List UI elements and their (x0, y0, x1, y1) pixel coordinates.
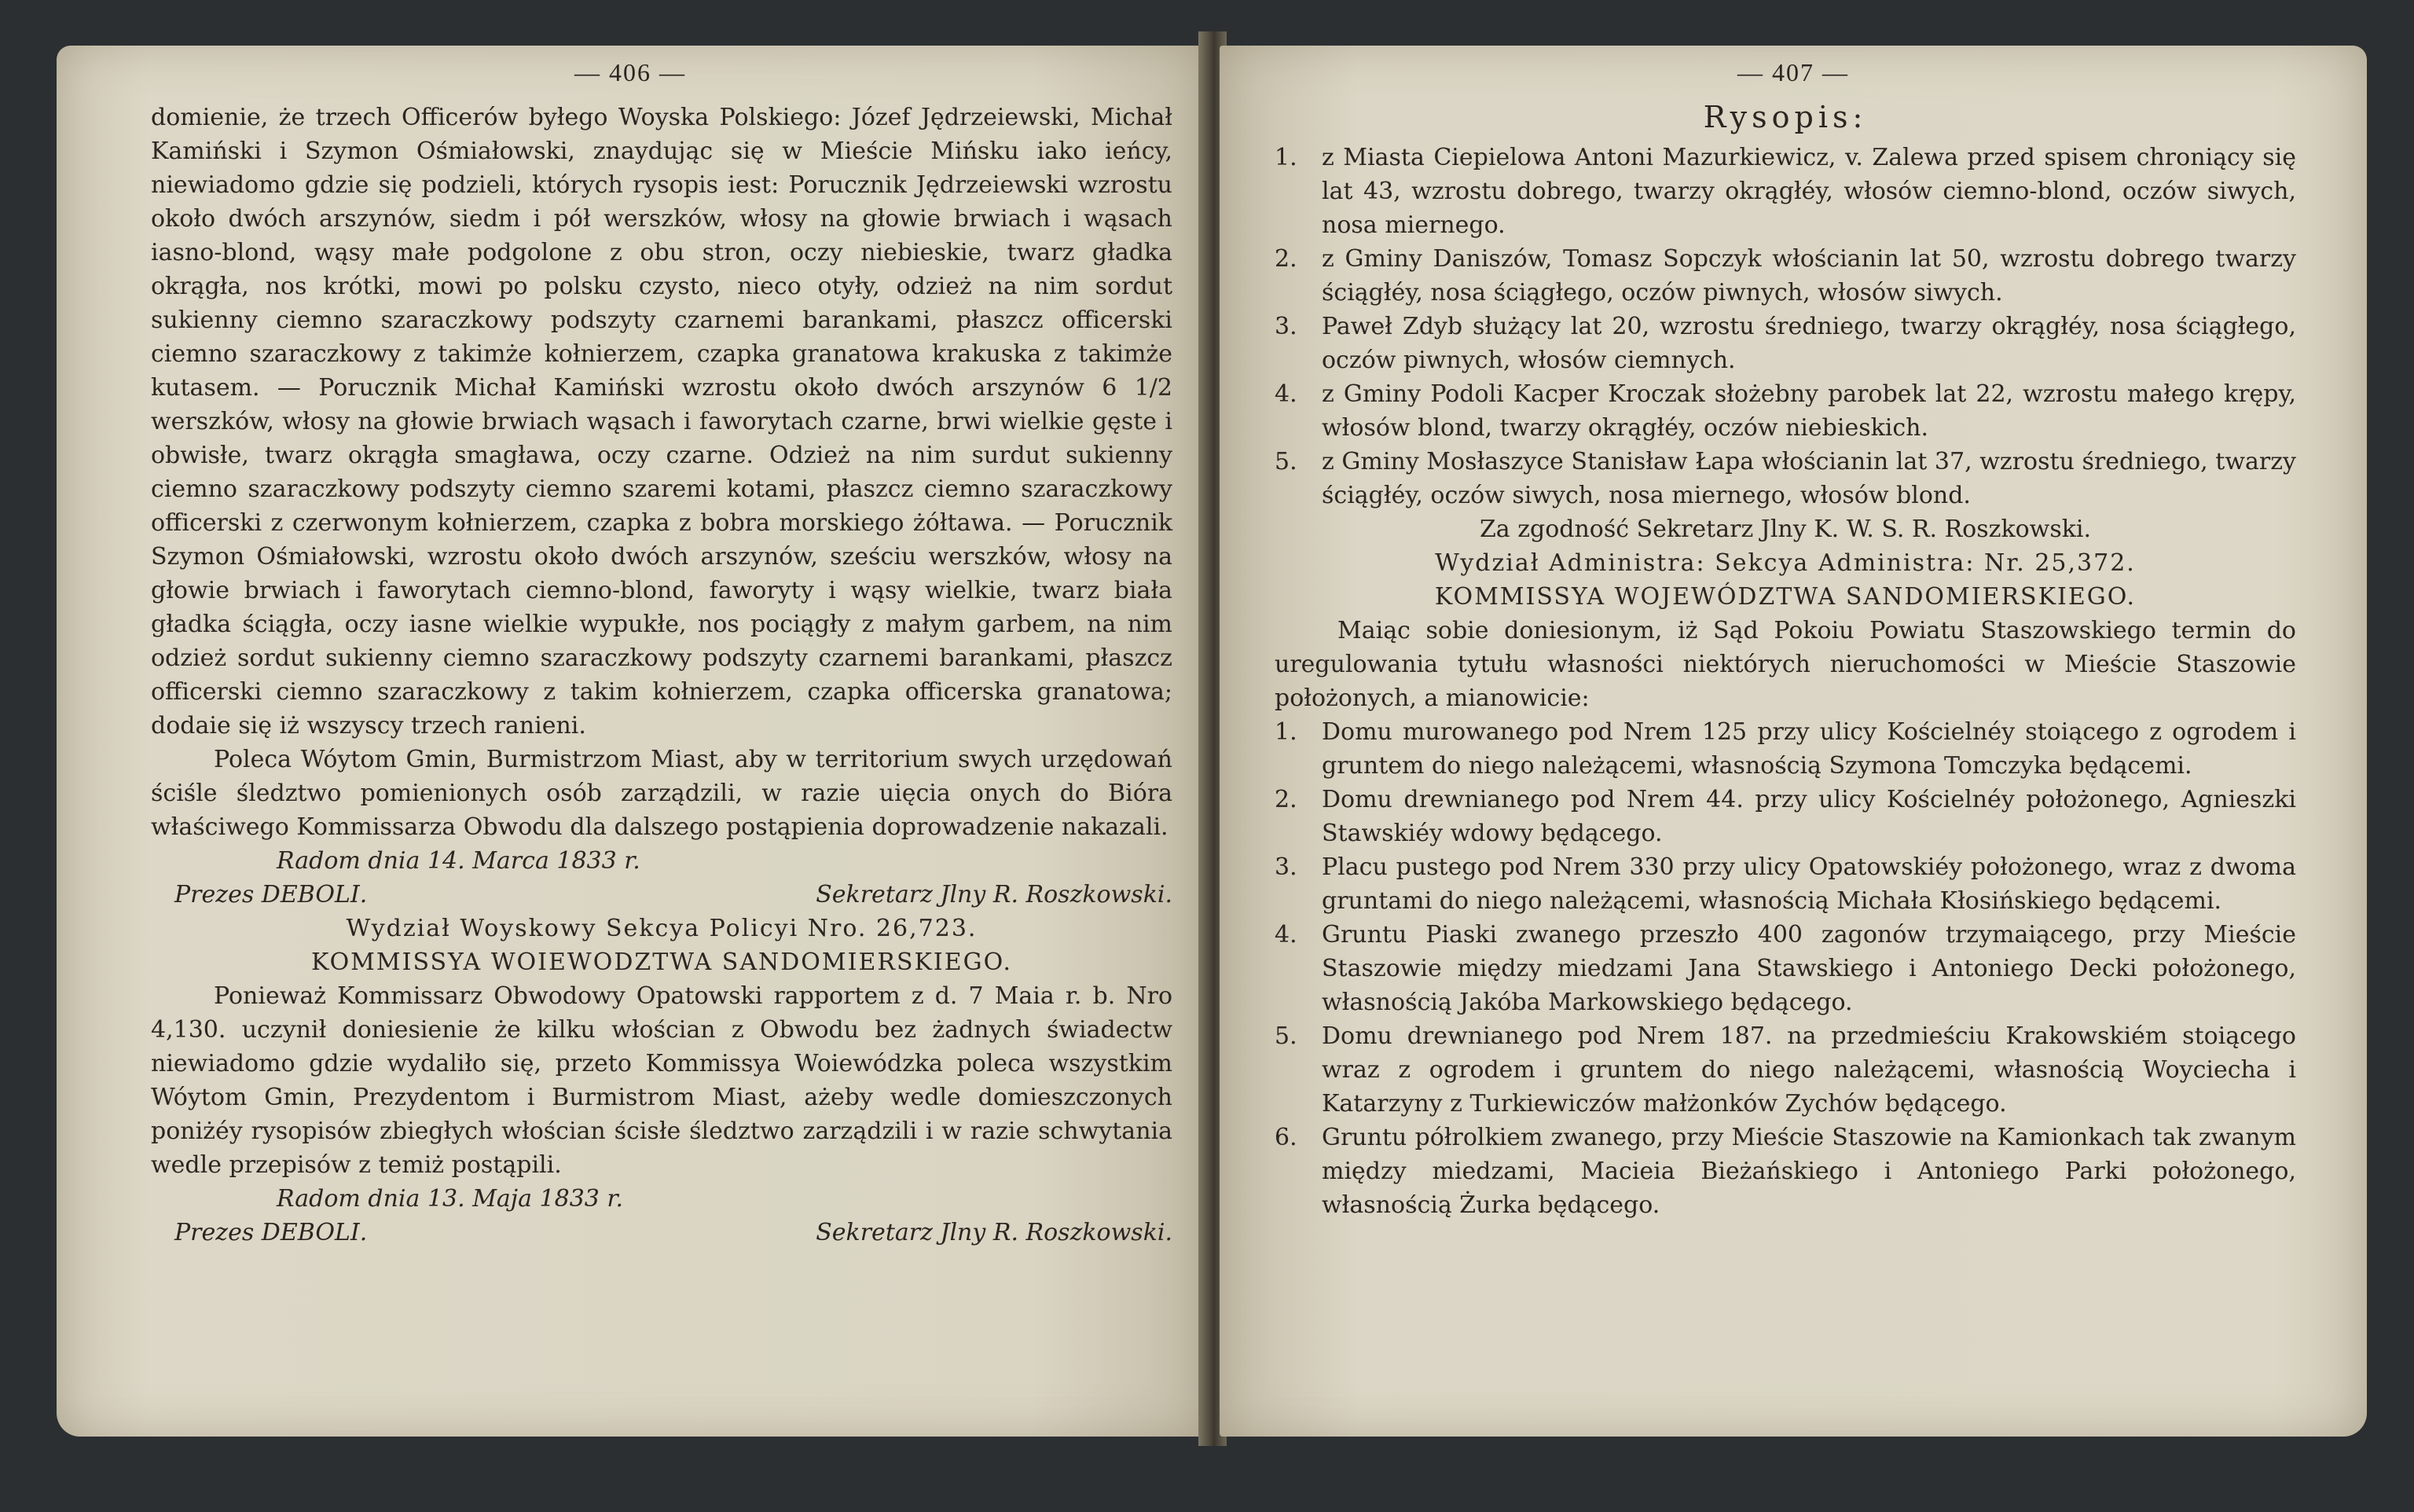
date-line: Radom dnia 14. Marca 1833 r. (277, 847, 640, 875)
item-number: 4. (1275, 921, 1297, 949)
item-text: Gruntu półrolkiem zwanego, przy Mieście Staszowie na Kamionkach tak zwanym między miedzami, Macieia Bieżańskiego i Antoniego Parki położonego, własnością Żurka będącego. (1322, 1124, 2296, 1219)
list-item (1275, 783, 2296, 850)
item-number: 1. (1275, 144, 1297, 171)
intro-paragraph: Maiąc sobie doniesionym, iż Sąd Pokoiu Powiatu Staszowskiego termin do uregulowania tytułu własności niektórych nieruchomości w Mieście Staszowie położonych, a mianowicie: (1275, 617, 2296, 712)
list-item (1275, 141, 2296, 242)
item-number: 2. (1275, 245, 1297, 273)
properties-list (1275, 715, 2296, 1222)
item-text: Paweł Zdyb służący lat 20, wzrostu średniego, twarzy okrągłéy, nosa ściągłego, oczów piwnych, włosów ciemnych. (1322, 313, 2296, 374)
item-number: 3. (1275, 853, 1297, 881)
secretary-signature: Sekretarz Jlny R. Roszkowski. (816, 881, 1172, 908)
rysopis-title: Rysopis: (1703, 100, 1868, 134)
item-text: z Miasta Ciepielowa Antoni Mazurkiewicz, v. Zalewa przed spisem chroniący się lat 43, wzrostu dobrego, twarzy okrągłéy, włosów ciemno-blond, oczów siwych, nosa miernego. (1322, 144, 2296, 239)
right-page (1220, 46, 2367, 1437)
list-item (1275, 377, 2296, 445)
list-item (1275, 1121, 2296, 1222)
list-item (1275, 242, 2296, 310)
department-header: Wydział Woyskowy Sekcya Policyi Nro. 26,723. (346, 915, 978, 942)
list-item (1275, 715, 2296, 783)
right-text-column (1275, 101, 2296, 1222)
list-item (1275, 850, 2296, 918)
president-signature: Prezes DEBOLI. (174, 881, 368, 908)
item-number: 6. (1275, 1124, 1297, 1151)
item-text: z Gminy Mosłaszyce Stanisław Łapa włościanin lat 37, wzrostu średniego, twarzy ściągłéy, oczów siwych, nosa miernego, włosów blond. (1322, 448, 2296, 509)
page-number-right: — 407 — (1737, 58, 1849, 86)
department-header: Wydział Administra: Sekcya Administra: Nr. 25,372. (1435, 549, 2136, 577)
item-text: Gruntu Piaski zwanego przeszło 400 zagonów trzymaiącego, przy Mieście Staszowie między miedzami Jana Stawskiego i Antoniego Decki położonego, własnością Jakóba Markowskiego będącego. (1322, 921, 2296, 1016)
list-item (1275, 918, 2296, 1019)
item-number: 1. (1275, 718, 1297, 746)
conformity-line: Za zgodność Sekretarz Jlny K. W. S. R. Roszkowski. (1479, 516, 2092, 543)
commission-header: KOMMISSYA WOIEWODZTWA SANDOMIERSKIEGO. (310, 949, 1013, 976)
list-item (1275, 310, 2296, 377)
page-number-left: — 406 — (574, 58, 686, 86)
signature-line (151, 1216, 1172, 1250)
list-item (1275, 1019, 2296, 1121)
commission-header: KOMMISSYA WOJEWÓDZTWA SANDOMIERSKIEGO. (1434, 583, 2137, 611)
signature-line (151, 878, 1172, 912)
item-number: 5. (1275, 448, 1297, 475)
item-text: Placu pustego pod Nrem 330 przy ulicy Opatowskiéy położonego, wraz z dwoma gruntami do niego należącemi, własnością Michała Kłosińskiego będącemi. (1322, 853, 2296, 915)
item-number: 4. (1275, 380, 1297, 408)
announcement-paragraph: Ponieważ Kommissarz Obwodowy Opatowski rapportem z d. 7 Maia r. b. Nro 4,130. uczynił doniesienie że kilku włościan z Obwodu bez żadnych świadectw niewiadomo gdzie wydaliło się, przeto Kommissya Woiewódzka poleca wszystkim Wóytom Gmin, Prezydentom i Burmistrom Miast, ażeby wedle domieszczonych poniżéy rysopisów zbiegłych włościan ścisłe śledztwo zarządzili i w razie schwytania wedle przepisów z temiż postąpili. (151, 982, 1172, 1179)
item-text: z Gminy Podoli Kacper Kroczak słożebny parobek lat 22, wzrostu małego krępy, włosów blond, twarzy okrągłéy, oczów niebieskich. (1322, 380, 2296, 442)
secretary-signature: Sekretarz Jlny R. Roszkowski. (816, 1219, 1172, 1246)
item-text: z Gminy Daniszów, Tomasz Sopczyk włościanin lat 50, wzrostu dobrego twarzy ściągłéy, nosa ściągłego, oczów piwnych, włosów siwych. (1322, 245, 2296, 306)
item-number: 3. (1275, 313, 1297, 340)
item-text: Domu drewnianego pod Nrem 187. na przedmieściu Krakowskiém stoiącego wraz z ogrodem i gruntem do niego należącemi, własnością Woyciecha i Katarzyny z Turkiewiczów małżonków Zychów będącego. (1322, 1022, 2296, 1117)
item-text: Domu murowanego pod Nrem 125 przy ulicy Kościelnéy stoiącego z ogrodem i gruntem do niego należącemi, własnością Szymona Tomczyka będącemi. (1322, 718, 2296, 780)
item-text: Domu drewnianego pod Nrem 44. przy ulicy Kościelnéy położonego, Agnieszki Stawskiéy wdowy będącego. (1322, 786, 2296, 847)
president-signature: Prezes DEBOLI. (174, 1219, 368, 1246)
date-line: Radom dnia 13. Maja 1833 r. (277, 1185, 623, 1213)
list-item (1275, 445, 2296, 512)
description-paragraph: domienie, że trzech Officerów byłego Woyska Polskiego: Józef Jędrzeiewski, Michał Kamiński i Szymon Ośmiałowski, znaydując się w Mieście Mińsku iako ieńcy, niewiadomo gdzie się podzieli, których rysopis iest: Porucznik Jędrzeiewski wzrostu około dwóch arszynów, siedm i pół werszków, włosy na głowie brwiach i wąsach iasno-blond, wąsy małe podgolone z obu stron, oczy niebieskie, twarz gładka okrągła, nos krótki, mowi po polsku czysto, nieco otyły, odzież na nim sordut sukienny ciemno szaraczkowy podszyty czarnemi barankami, płaszcz officerski ciemno szaraczkowy z takimże kołnierzem, czapka granatowa krakuska z takimże kutasem. — Porucznik Michał Kamiński wzrostu około dwóch arszynów 6 1/2 werszków, włosy na głowie brwiach wąsach i faworytach czarne, brwi wielkie gęste i obwisłe, twarz okrągła smagława, oczy czarne. Odzież na nim surdut sukienny ciemno szaraczkowy podszyty ciemno szaremi kotami, płaszcz ciemno szaraczkowy officerski z czerwonym kołnierzem, czapka z bobra morskiego żółtawa. — Porucznik Szymon Ośmiałowski, wzrostu około dwóch arszynów, sześciu werszków, włosy na głowie brwiach i faworytach ciemno-blond, faworyty i wąsy wielkie, twarz biała gładka ściągła, oczy iasne wielkie wypukłe, nos pociągły z małym garbem, na nim odzież sordut sukienny ciemno szaraczkowy podszyty czarnemi barankami, płaszcz officerski ciemno szaraczkowy z takim kołnierzem, czapka officerska granatowa; dodaie się iż wszyscy trzech ranieni. (151, 104, 1172, 739)
item-number: 2. (1275, 786, 1297, 813)
left-text-column (151, 101, 1172, 1250)
persons-list (1275, 141, 2296, 512)
left-page (57, 46, 1204, 1437)
order-paragraph: Poleca Wóytom Gmin, Burmistrzom Miast, aby w territorium swych urzędowań ściśle śledztwo pomienionych osób zarządzili, w razie uięcia onych do Bióra właściwego Kommissarza Obwodu dla dalszego postąpienia doprowadzenie nakazali. (151, 746, 1172, 841)
item-number: 5. (1275, 1022, 1297, 1050)
